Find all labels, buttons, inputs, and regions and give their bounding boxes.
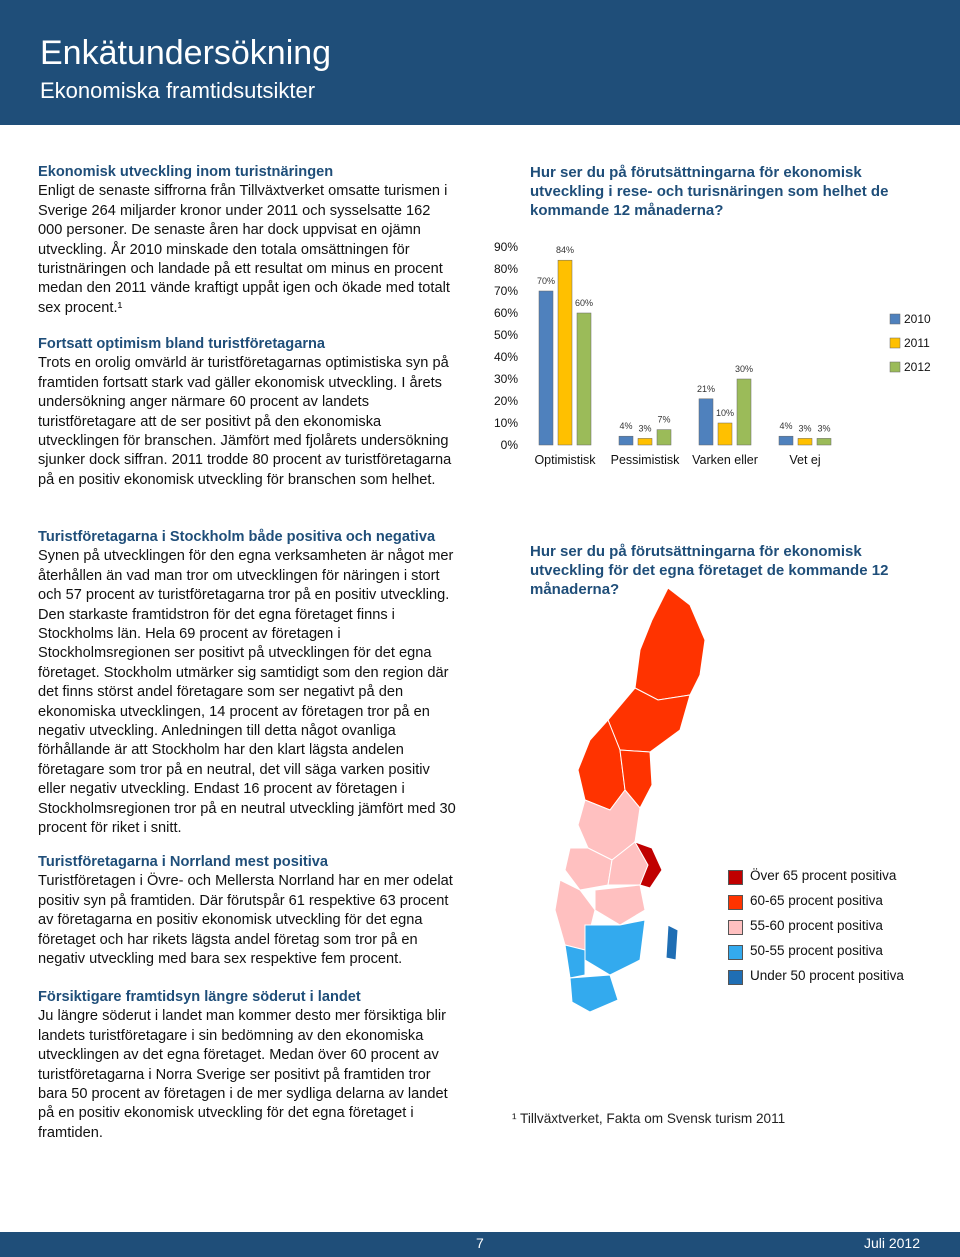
section-heading: Försiktigare framtidsyn längre söderut i landet	[38, 989, 361, 1005]
y-tick-label: 70%	[493, 284, 518, 298]
legend-label: 2011	[904, 336, 930, 350]
bar-2011	[558, 260, 572, 445]
legend-swatch	[728, 970, 743, 985]
bar-2011	[638, 438, 652, 445]
section-heading: Fortsatt optimism bland turistföretagarna	[38, 336, 326, 352]
section-body: Trots en orolig omvärld är turistföretagarnas optimistiska syn på framtiden fortsatt stark vad gäller ekonomisk utveckling. I årets undersökning anger närmare 60 procent av landets turistföretagare att de ser positivt på den ekonomiska utvecklingen för branschen. Jämfört med fjolårets undersökning sjunker dock siffran. 2011 trodde 80 procent av turistföretagarna på en positiv ekonomisk utveckling för branschen som helhet.	[38, 355, 452, 488]
page-header	[0, 0, 960, 125]
footnote: ¹ Tillväxtverket, Fakta om Svensk turism 2011	[512, 1111, 786, 1126]
x-category-label: Vet ej	[789, 453, 821, 467]
legend-swatch	[728, 945, 743, 960]
legend-label: 2012	[904, 360, 931, 374]
y-tick-label: 40%	[493, 350, 518, 364]
page-footer	[0, 1232, 960, 1257]
y-tick-label: 60%	[493, 306, 518, 320]
y-tick-label: 30%	[493, 372, 518, 386]
legend-label: 60-65 procent positiva	[750, 893, 883, 908]
bar-2011	[798, 438, 812, 445]
chart-question: Hur ser du på förutsättningarna för ekonomisk utveckling i rese- och turisnäringen som helhet de kommande 12 månaderna?	[530, 164, 889, 219]
legend-label: 50-55 procent positiva	[750, 943, 883, 958]
sweden-map	[540, 580, 720, 1080]
bar-2012	[817, 438, 831, 445]
legend-swatch-2011	[890, 338, 900, 348]
bar-value-label: 4%	[779, 421, 793, 432]
region-gotland	[666, 925, 678, 960]
bar-value-label: 4%	[619, 421, 633, 432]
page-number: 7	[476, 1235, 484, 1251]
bar-value-label: 70%	[536, 276, 556, 286]
section-fortsatt-optimism	[38, 335, 456, 490]
bar-value-label: 3%	[817, 423, 831, 434]
section-body: Synen på utvecklingen för den egna verksamheten är något mer återhållen än vad man tror om utvecklingen för näringen i stort och 57 procent av turistföretagarna tror på en positiv utveckling. Den starkaste framtidstron för det egna företaget finns i Stockholms län. Hela 69 procent av företagen i Stockholmsregionen ser positivt på utvecklingen för det egna företaget. Stockholm utmärker sig samtidigt som den region där det finns störst andel företagare som ser negativt på den ekonomiska utvecklingen, 14 procent av företagen tror på en negativ utveckling. Anledningen till detta något ovanliga förhållande är att Stockholm har den klart lägsta andelen företagare som tror på en neutral, det vill säga varken positiv eller negativ utveckling. Endast 16 procent av företagen i Stockholmsregionen tror på en neutral utveckling jämfört med 30 procent för riket i snitt.	[38, 548, 456, 837]
region-ovre-norrland-north	[635, 588, 705, 700]
section-norrland	[38, 853, 456, 969]
bar-value-label: 60%	[574, 298, 594, 308]
y-tick-label: 80%	[493, 262, 518, 276]
bar-chart	[480, 225, 945, 475]
bar-value-label: 84%	[555, 245, 575, 256]
bar-2010	[539, 291, 553, 445]
legend-label: Under 50 procent positiva	[750, 968, 904, 983]
legend-label: 55-60 procent positiva	[750, 918, 883, 933]
footer-date: Juli 2012	[863, 1235, 920, 1251]
bar-2012	[657, 430, 671, 445]
bar-2010	[619, 436, 633, 445]
legend-swatch	[728, 920, 743, 935]
section-heading: Ekonomisk utveckling inom turistnäringen	[38, 164, 334, 180]
bar-2010	[779, 436, 793, 445]
bar-value-label: 3%	[798, 423, 812, 434]
section-body: Enligt de senaste siffrorna från Tillväxtverket omsatte turismen i Sverige 264 miljarder kronor under 2011 och sysselsatte 162 000 personer. De senaste åren har dock uppvisat en ojämn utveckling. År 2010 minskade den totala omsättningen för turistnäringen och landade på ett resultat om minus en procent medan den 2011 vände kraftigt uppåt igen och ökade med totalt sex procent.¹	[38, 183, 450, 316]
y-tick-label: 50%	[493, 328, 518, 342]
bar-2012	[577, 313, 591, 445]
region-ostergotland	[595, 885, 645, 925]
bar-2010	[699, 399, 713, 445]
legend-swatch	[728, 895, 743, 910]
y-tick-label: 0%	[500, 438, 518, 452]
y-tick-label: 20%	[493, 394, 518, 408]
legend-label: Över 65 procent positiva	[750, 868, 897, 883]
region-smaland	[585, 920, 645, 975]
section-body: Turistföretagen i Övre- och Mellersta Norrland har en mer odelat positiv syn på framtiden. Där förutspår 61 respektive 63 procent av företagarna en positiv ekonomisk utveckling för det egna företaget och har rikets lägsta andel företag som tror på en negativ utveckling med bara sex respektive fem procent.	[38, 873, 453, 968]
region-ovre-norrland-south	[608, 688, 690, 752]
bar-value-label: 3%	[638, 423, 652, 434]
x-category-label: Pessimistisk	[610, 453, 680, 467]
x-category-label: Varken eller	[692, 453, 758, 467]
y-tick-label: 90%	[493, 240, 518, 254]
section-ekonomisk-utveckling	[38, 163, 456, 318]
section-sodra-sverige	[38, 988, 456, 1143]
map-question: Hur ser du på förutsättningarna för ekonomisk utveckling för det egna företaget de kommande 12 månaderna?	[530, 543, 889, 598]
y-tick-label: 10%	[493, 416, 518, 430]
page-title: Enkätundersökning	[40, 34, 332, 72]
bar-value-label: 21%	[696, 383, 716, 394]
bar-value-label: 7%	[657, 414, 671, 425]
x-category-label: Optimistisk	[534, 453, 596, 467]
legend-swatch	[728, 870, 743, 885]
section-heading: Turistföretagarna i Norrland mest positiva	[38, 854, 329, 870]
bar-2012	[737, 379, 751, 445]
section-stockholm	[38, 528, 456, 839]
legend-swatch-2012	[890, 362, 900, 372]
legend-swatch-2010	[890, 314, 900, 324]
bar-2011	[718, 423, 732, 445]
section-heading: Turistföretagarna i Stockholm både positiva och negativa	[38, 529, 436, 545]
region-skane	[570, 975, 618, 1012]
section-body: Ju längre söderut i landet man kommer desto mer försiktiga blir landets turistföretagare i sin bedömning av den ekonomiska utvecklingen av det egna företaget. Medan över 60 procent av turistföretagarna i Norra Sverige ser positivt på framtiden tror bara 50 procent av företagen i de mer sydliga delarna av landet på en positiv ekonomisk utveckling för det egna företaget i framtiden.	[38, 1008, 448, 1141]
bar-value-label: 10%	[715, 408, 735, 418]
region-halland	[565, 945, 585, 978]
legend-label: 2010	[904, 312, 931, 326]
bar-value-label: 30%	[734, 364, 754, 374]
page-subtitle: Ekonomiska framtidsutsikter	[40, 78, 316, 103]
